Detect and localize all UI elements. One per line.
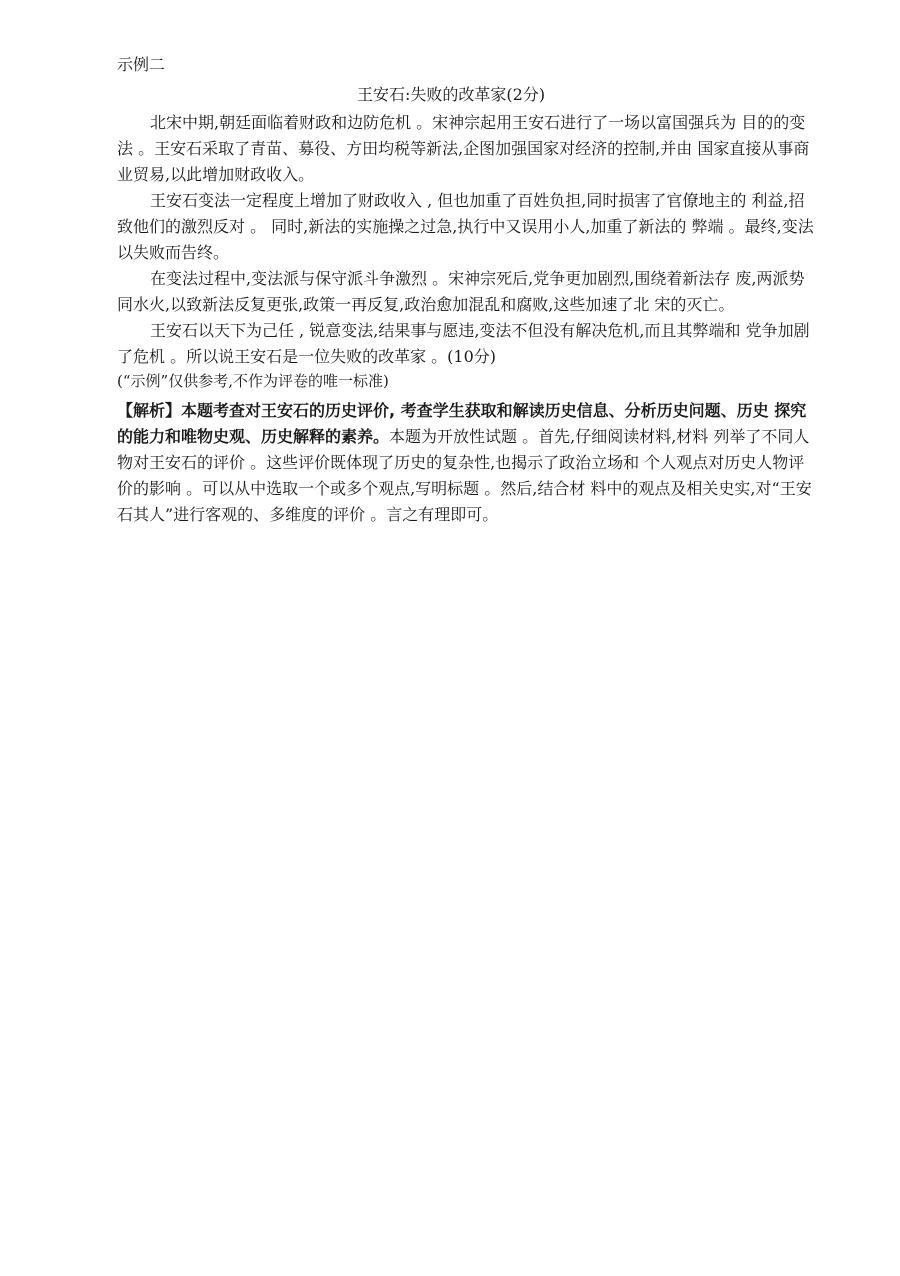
analysis-section xyxy=(117,398,817,528)
essay-paragraph-4: 王安石以天下为己任 , 锐意变法,结果事与愿违,变法不但没有解决危机,而且其弊端和 党争加剧了危机 。所以说王安石是一位失败的改革家 。(10分) xyxy=(117,321,810,366)
example-label: 示例二 xyxy=(117,55,166,74)
essay-title: 王安石:失败的改革家(2分) xyxy=(357,85,546,104)
reference-note: (“示例”仅供参考,不作为评卷的唯一标准) xyxy=(117,372,389,390)
essay-paragraph-1: 北宋中期,朝廷面临着财政和边防危机 。宋神宗起用王安石进行了一场以富国强兵为 目的的变法 。王安石采取了青苗、募役、方田均税等新法,企图加强国家对经济的控制,并由 国家直接从事商业贸易,以此增加财政收入。 xyxy=(117,113,810,184)
answer-page xyxy=(117,52,817,528)
analysis-lead: 【解析】本题考查对王安石的历史评价, 考查学生获取和解读历史信息、分析历史问题、历史 探究的能力和唯物史观、历史解释的素养。 xyxy=(117,401,807,446)
essay-paragraph-2: 王安石变法一定程度上增加了财政收入 , 但也加重了百姓负担,同时损害了官僚地主的 利益,招致他们的激烈反对 。 同时,新法的实施操之过急,执行中又误用小人,加重了新法的 弊端 。最终,变法以失败而告终。 xyxy=(117,191,814,262)
essay-paragraph-3: 在变法过程中,变法派与保守派斗争激烈 。宋神宗死后,党争更加剧烈,围绕着新法存 废,两派势同水火,以致新法反复更张,政策一再反复,政治愈加混乱和腐败,这些加速了北 宋的灭亡。 xyxy=(117,269,805,314)
analysis-body: 本题为开放性试题 。首先,仔细阅读材料,材料 列举了不同人物对王安石的评价 。这些评价既体现了历史的复杂性,也揭示了政治立场和 个人观点对历史人物评价的影响 。可以从中选取一个或多个观点,写明标题 。然后,结合材 料中的观点及相关史实,对“王安石其人”进行客观的、多维度的评价 。言之有理即可。 xyxy=(117,427,812,524)
